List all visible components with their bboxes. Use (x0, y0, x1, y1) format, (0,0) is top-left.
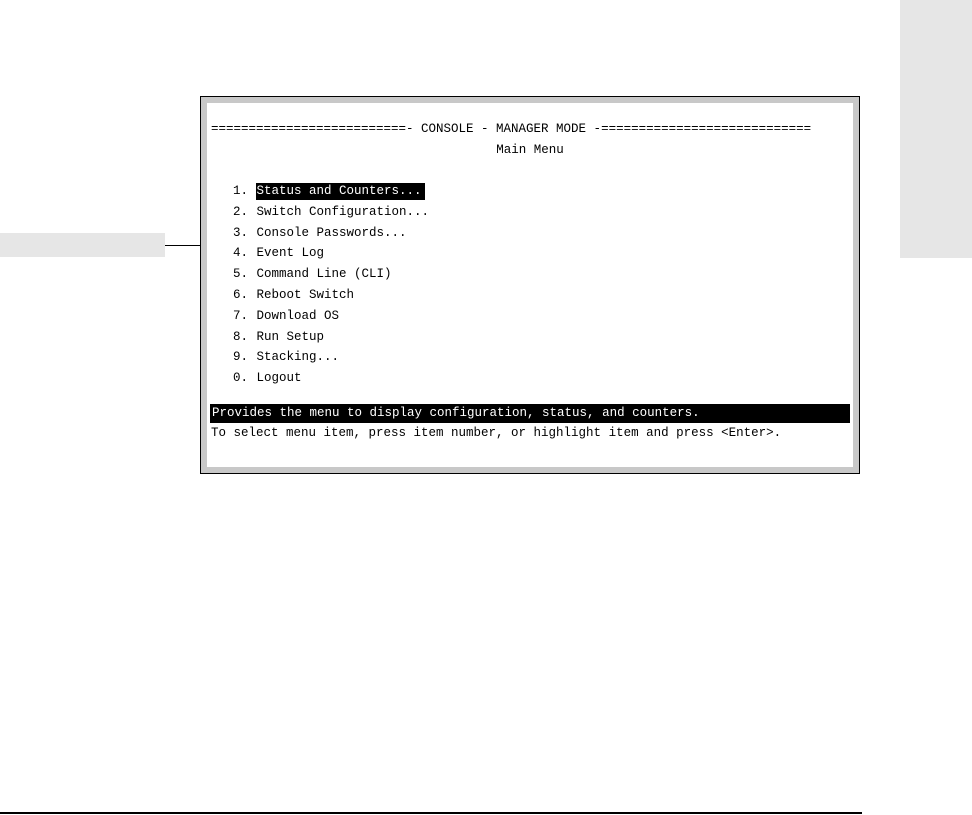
help-text: Provides the menu to display configuration, status, and counters. (212, 406, 700, 420)
help-bar (210, 404, 850, 423)
menu-item-label[interactable]: Stacking... (256, 350, 340, 365)
menu-item-1[interactable] (233, 183, 425, 200)
menu-title: Main Menu (496, 143, 564, 157)
menu-item-6[interactable] (233, 287, 357, 304)
menu-item-7[interactable] (233, 308, 342, 325)
menu-item-label[interactable]: Command Line (CLI) (256, 267, 392, 282)
console-header: ==========================- CONSOLE - MANAGER MODE -============================ (211, 122, 812, 136)
menu-item-label[interactable]: Status and Counters... (256, 183, 425, 200)
console-window (200, 96, 860, 474)
menu-item-4[interactable] (233, 245, 327, 262)
console-screen (207, 103, 853, 467)
menu-item-number: 8. (233, 329, 249, 344)
menu-item-label[interactable]: Run Setup (256, 329, 325, 344)
menu-item-number: 2. (233, 204, 249, 219)
page-bottom-rule (0, 812, 862, 814)
menu-item-label[interactable]: Download OS (256, 308, 340, 323)
menu-item-number: 3. (233, 225, 249, 240)
menu-item-label[interactable]: Console Passwords... (256, 225, 407, 240)
instruction-text: To select menu item, press item number, or highlight item and press <Enter>. (211, 426, 782, 440)
callout-label-box (0, 233, 165, 257)
chapter-side-tab (900, 0, 972, 258)
menu-item-3[interactable] (233, 225, 410, 242)
menu-item-8[interactable] (233, 329, 327, 346)
callout-arrow-line (165, 245, 205, 246)
menu-item-number: 5. (233, 267, 249, 282)
menu-item-2[interactable] (233, 204, 432, 221)
menu-item-0[interactable] (233, 370, 305, 387)
menu-item-label[interactable]: Switch Configuration... (256, 204, 430, 219)
menu-item-number: 4. (233, 246, 249, 261)
menu-item-9[interactable] (233, 349, 342, 366)
menu-item-label[interactable]: Event Log (256, 246, 325, 261)
menu-item-5[interactable] (233, 266, 395, 283)
menu-item-number: 7. (233, 308, 249, 323)
menu-item-number: 1. (233, 184, 249, 198)
menu-item-number: 0. (233, 371, 249, 386)
menu-item-label[interactable]: Reboot Switch (256, 288, 355, 302)
menu-item-label[interactable]: Logout (256, 371, 302, 386)
menu-item-number: 9. (233, 350, 249, 365)
menu-item-number: 6. (233, 288, 249, 302)
